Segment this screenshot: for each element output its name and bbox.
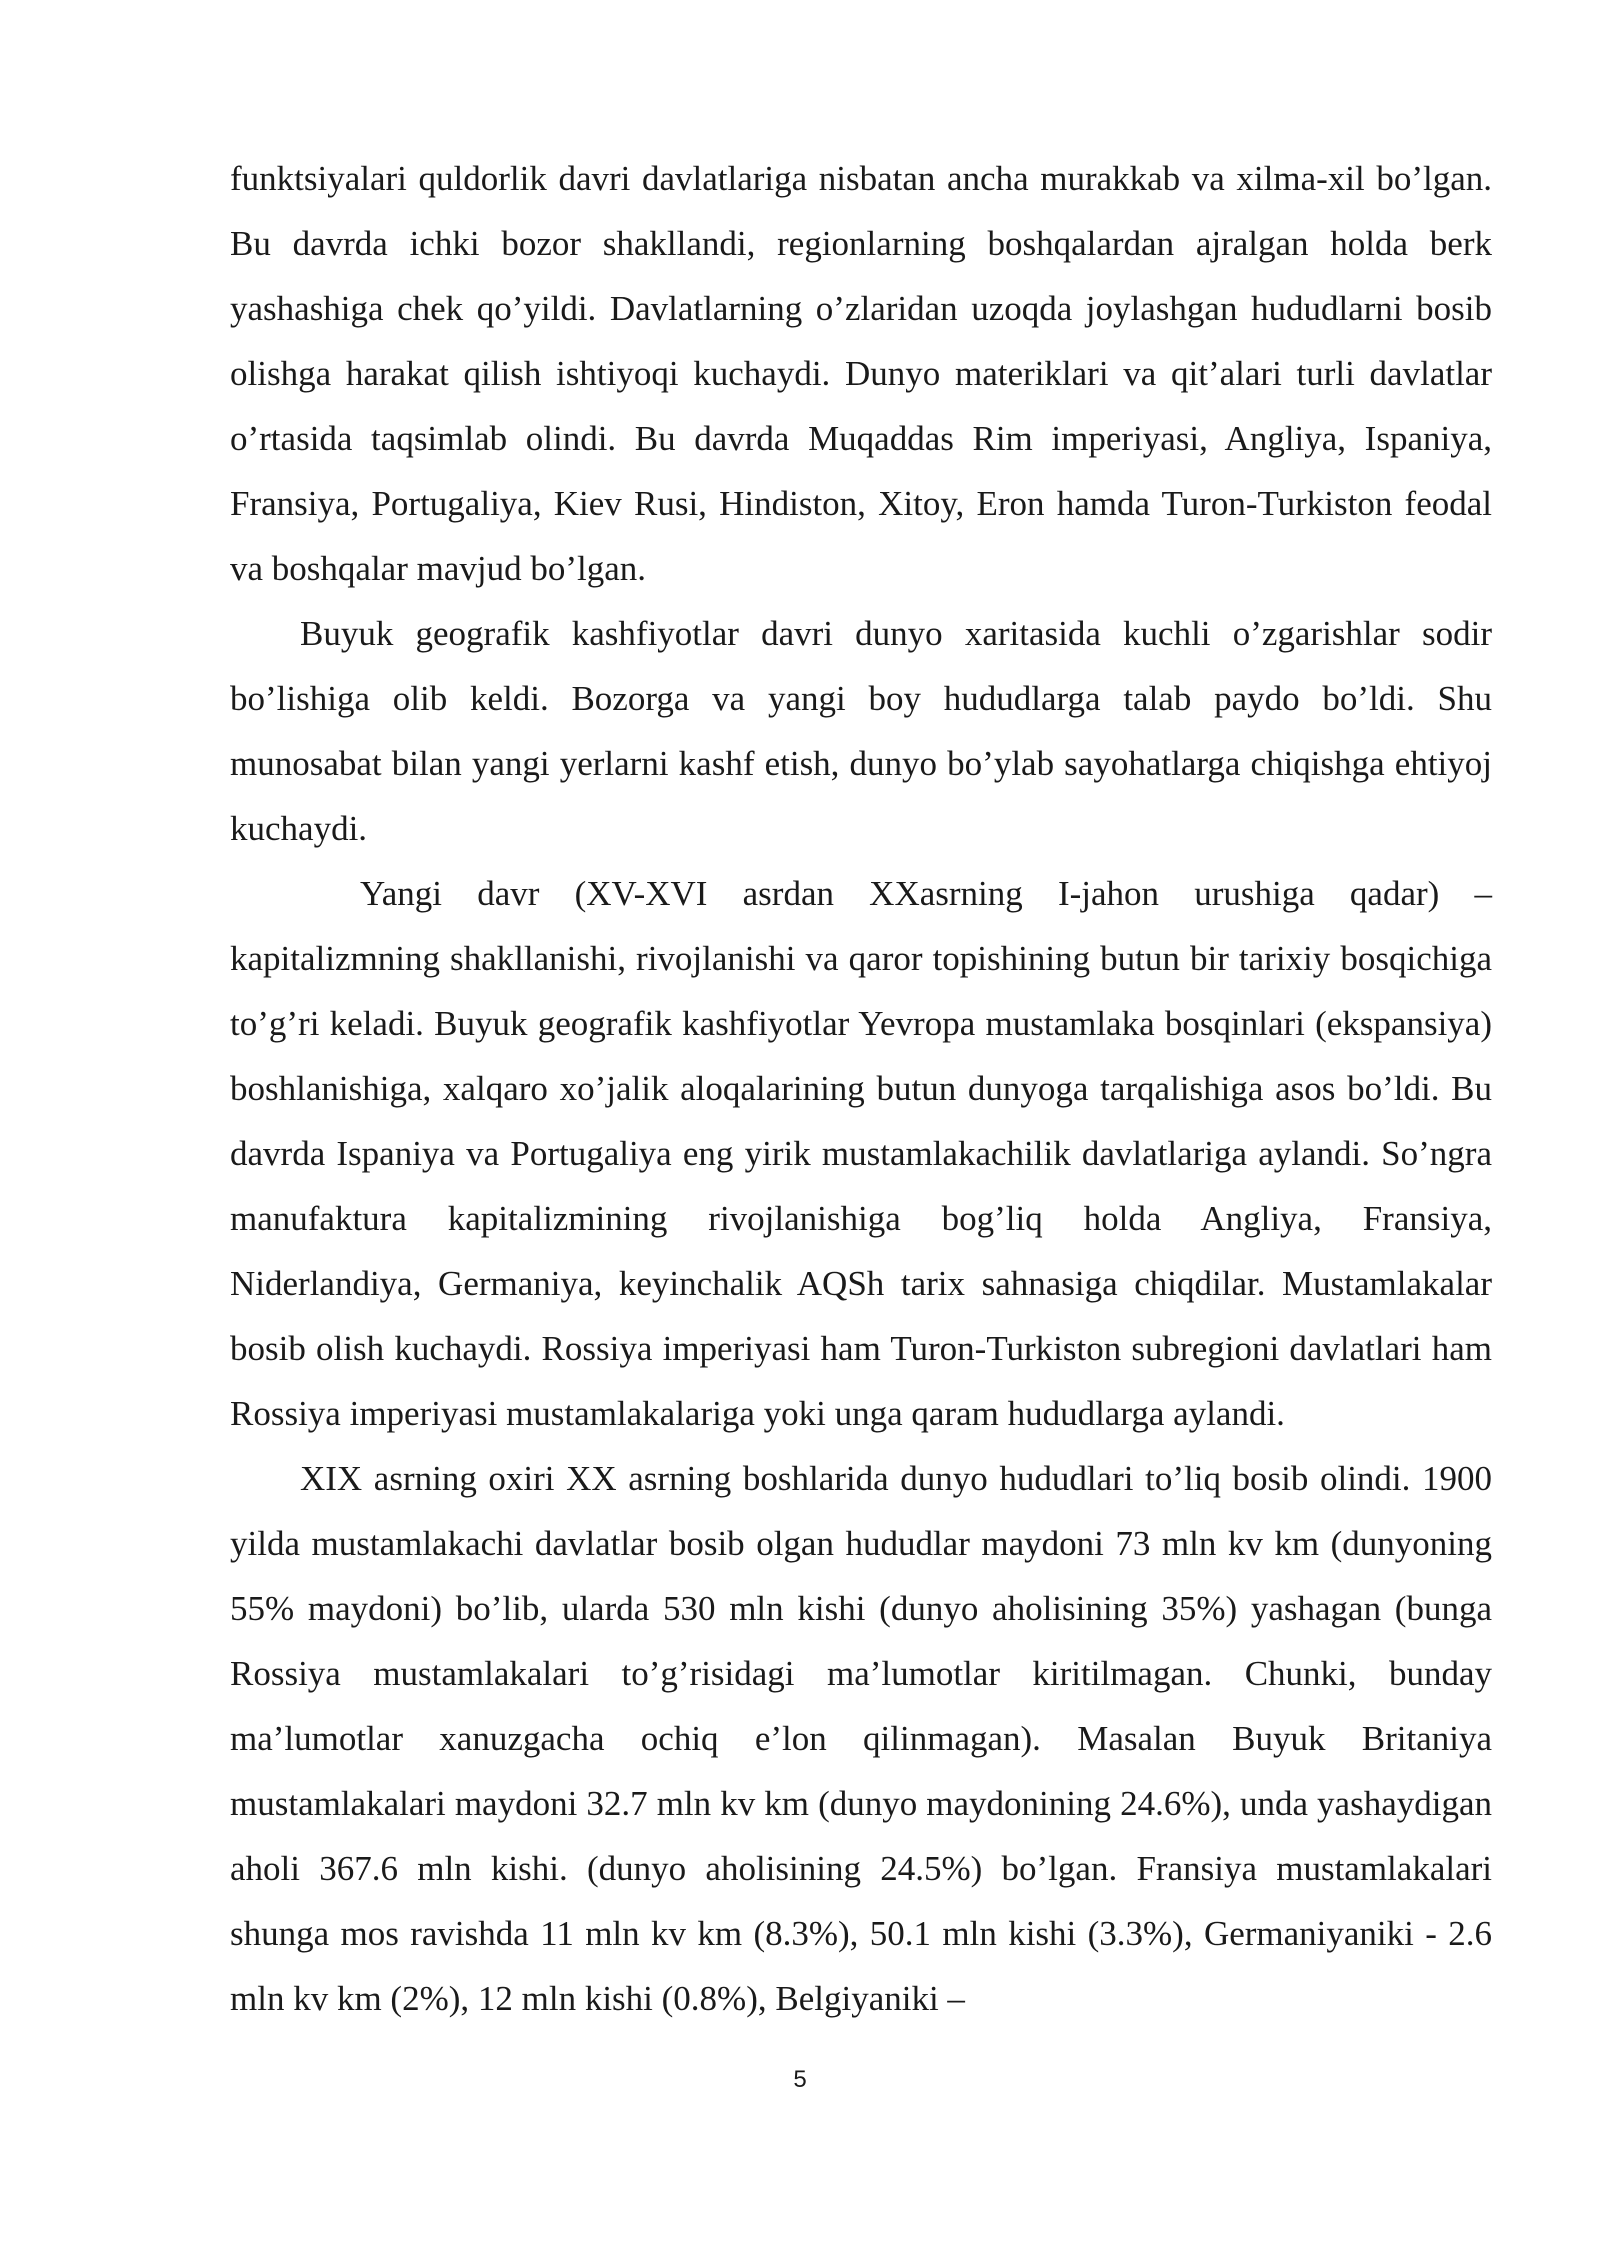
paragraph-colonies: XIX asrning oxiri XX asrning boshlarida dunyo hududlari to’liq bosib olindi. 1900 yilda mustamlakachi davlatlar bosib olgan hududlar maydoni 73 mln kv km (dunyoning 55% maydoni) bo’lib, ularda 530 mln kishi (dunyo aholisining 35%) yashagan (bunga Rossiya mustamlakalari to’g’risidagi ma’lumotlar kiritilmagan. Chunki, bunday ma’lumotlar xanuzgacha ochiq e’lon qilinmagan). Masalan Buyuk Britaniya mustamlakalari maydoni 32.7 mln kv km (dunyo maydonining 24.6%), unda yashaydigan aholi 367.6 mln kishi. (dunyo aholisining 24.5%) bo’lgan. Fransiya mustamlakalari shunga mos ravishda 11 mln kv km (8.3%), 50.1 mln kishi (3.3%), Germaniyaniki - 2.6 mln kv km (2%), 12 mln kishi (0.8%), Belgiyaniki – bbox=[230, 1459, 1492, 2018]
page-number: 5 bbox=[793, 2066, 807, 2093]
body-text bbox=[230, 146, 1492, 2031]
paragraph-continuation: funktsiyalari quldorlik davri davlatlariga nisbatan ancha murakkab va xilma-xil bo’lgan. Bu davrda ichki bozor shakllandi, regionlarning boshqalardan ajralgan holda berk yashashiga chek qo’yildi. Davlatlarning o’zlaridan uzoqda joylashgan hududlarni bosib olishga harakat qilish ishtiyoqi kuchaydi. Dunyo materiklari va qit’alari turli davlatlar o’rtasida taqsimlab olindi. Bu davrda Muqaddas Rim imperiyasi, Angliya, Ispaniya, Fransiya, Portugaliya, Kiev Rusi, Hindiston, Xitoy, Eron hamda Turon-Turkiston feodal va boshqalar mavjud bo’lgan. bbox=[230, 159, 1492, 588]
paragraph-new-era: Yangi davr (XV-XVI asrdan XXasrning I-jahon urushiga qadar) – kapitalizmning shakllanishi, rivojlanishi va qaror topishining butun bir tarixiy bosqichiga to’g’ri keladi. Buyuk geografik kashfiyotlar Yevropa mustamlaka bosqinlari (ekspansiya) boshlanishiga, xalqaro xo’jalik aloqalarining butun dunyoga tarqalishiga asos bo’ldi. Bu davrda Ispaniya va Portugaliya eng yirik mustamlakachilik davlatlariga aylandi. So’ngra manufaktura kapitalizmining rivojlanishiga bog’liq holda Angliya, Fransiya, Niderlandiya, Germaniya, keyinchalik AQSh tarix sahnasiga chiqdilar. Mustamlakalar bosib olish kuchaydi. Rossiya imperiyasi ham Turon-Turkiston subregioni davlatlari ham Rossiya imperiyasi mustamlakalariga yoki unga qaram hududlarga aylandi. bbox=[230, 874, 1492, 1433]
paragraph-discoveries: Buyuk geografik kashfiyotlar davri dunyo xaritasida kuchli o’zgarishlar sodir bo’lishiga olib keldi. Bozorga va yangi boy hududlarga talab paydo bo’ldi. Shu munosabat bilan yangi yerlarni kashf etish, dunyo bo’ylab sayohatlarga chiqishga ehtiyoj kuchaydi. bbox=[230, 614, 1492, 848]
